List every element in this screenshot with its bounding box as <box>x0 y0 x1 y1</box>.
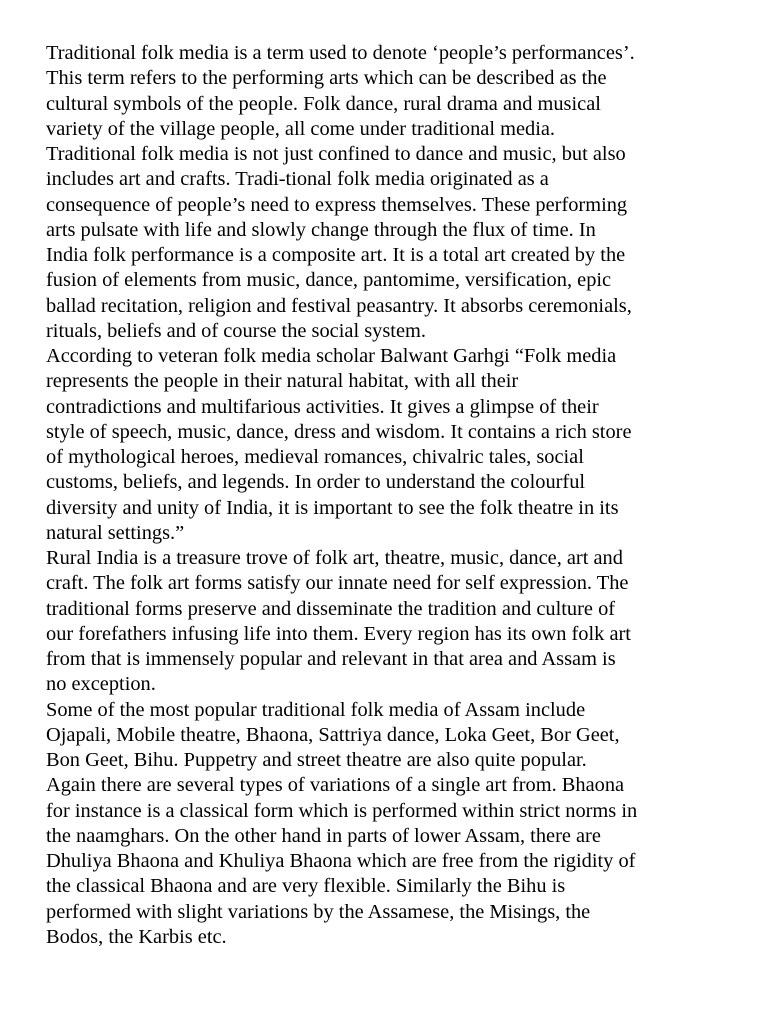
text-line: contradictions and multifarious activities. It gives a glimpse of their <box>46 395 599 418</box>
text-line: represents the people in their natural habitat, with all their <box>46 370 519 393</box>
text-line: consequence of people’s need to express themselves. These performing <box>46 193 628 216</box>
document-body <box>46 41 736 950</box>
paragraph-assam-folk-media <box>46 698 736 951</box>
text-line: diversity and unity of India, it is important to see the folk theatre in its <box>46 496 619 519</box>
text-line: traditional forms preserve and disseminate the tradition and culture of <box>46 597 616 620</box>
text-line: arts pulsate with life and slowly change through the flux of time. In <box>46 218 596 241</box>
text-line: the naamghars. On the other hand in parts of lower Assam, there are <box>46 824 601 847</box>
text-line: style of speech, music, dance, dress and wisdom. It contains a rich store <box>46 420 632 443</box>
text-line: rituals, beliefs and of course the social system. <box>46 319 426 342</box>
text-line: cultural symbols of the people. Folk dance, rural drama and musical <box>46 92 601 115</box>
text-line: natural settings.” <box>46 521 185 544</box>
text-line: fusion of elements from music, dance, pantomime, versification, epic <box>46 269 612 292</box>
text-line: Traditional folk media is not just confined to dance and music, but also <box>46 143 626 165</box>
text-line: Traditional folk media is a term used to denote ‘people’s performances’. <box>46 42 635 64</box>
text-line: Dhuliya Bhaona and Khuliya Bhaona which are free from the rigidity of <box>46 850 636 872</box>
text-line: includes art and crafts. Tradi-tional folk media originated as a <box>46 168 549 191</box>
text-line: of mythological heroes, medieval romances, chivalric tales, social <box>46 446 584 468</box>
text-line: customs, beliefs, and legends. In order to understand the colourful <box>46 471 586 494</box>
text-line: Again there are several types of variations of a single art from. Bhaona <box>46 774 625 797</box>
text-line: Bon Geet, Bihu. Puppetry and street theatre are also quite popular. <box>46 749 587 771</box>
text-line: Bodos, the Karbis etc. <box>46 925 227 948</box>
text-line: performed with slight variations by the Assamese, the Misings, the <box>46 900 591 923</box>
paragraph-garhgi-quote <box>46 344 736 546</box>
paragraph-rural-india <box>46 546 736 698</box>
text-line: This term refers to the performing arts which can be described as the <box>46 67 607 90</box>
text-line: no exception. <box>46 673 156 696</box>
paragraph-traditional-folk-media <box>46 41 736 344</box>
text-line: from that is immensely popular and relevant in that area and Assam is <box>46 648 616 670</box>
text-line: Ojapali, Mobile theatre, Bhaona, Sattriya dance, Loka Geet, Bor Geet, <box>46 723 620 746</box>
text-line: Some of the most popular traditional folk media of Assam include <box>46 698 586 721</box>
text-line: for instance is a classical form which is performed within strict norms in <box>46 799 638 822</box>
text-line: variety of the village people, all come under traditional media. <box>46 117 556 140</box>
text-line: According to veteran folk media scholar Balwant Garhgi “Folk media <box>46 345 617 367</box>
text-line: Rural India is a treasure trove of folk art, theatre, music, dance, art and <box>46 547 623 569</box>
text-line: India folk performance is a composite art. It is a total art created by the <box>46 244 626 266</box>
text-line: the classical Bhaona and are very flexible. Similarly the Bihu is <box>46 875 566 898</box>
text-line: our forefathers infusing life into them. Every region has its own folk art <box>46 622 631 645</box>
text-line: ballad recitation, religion and festival peasantry. It absorbs ceremonials, <box>46 294 632 317</box>
text-line: craft. The folk art forms satisfy our innate need for self expression. The <box>46 572 629 595</box>
